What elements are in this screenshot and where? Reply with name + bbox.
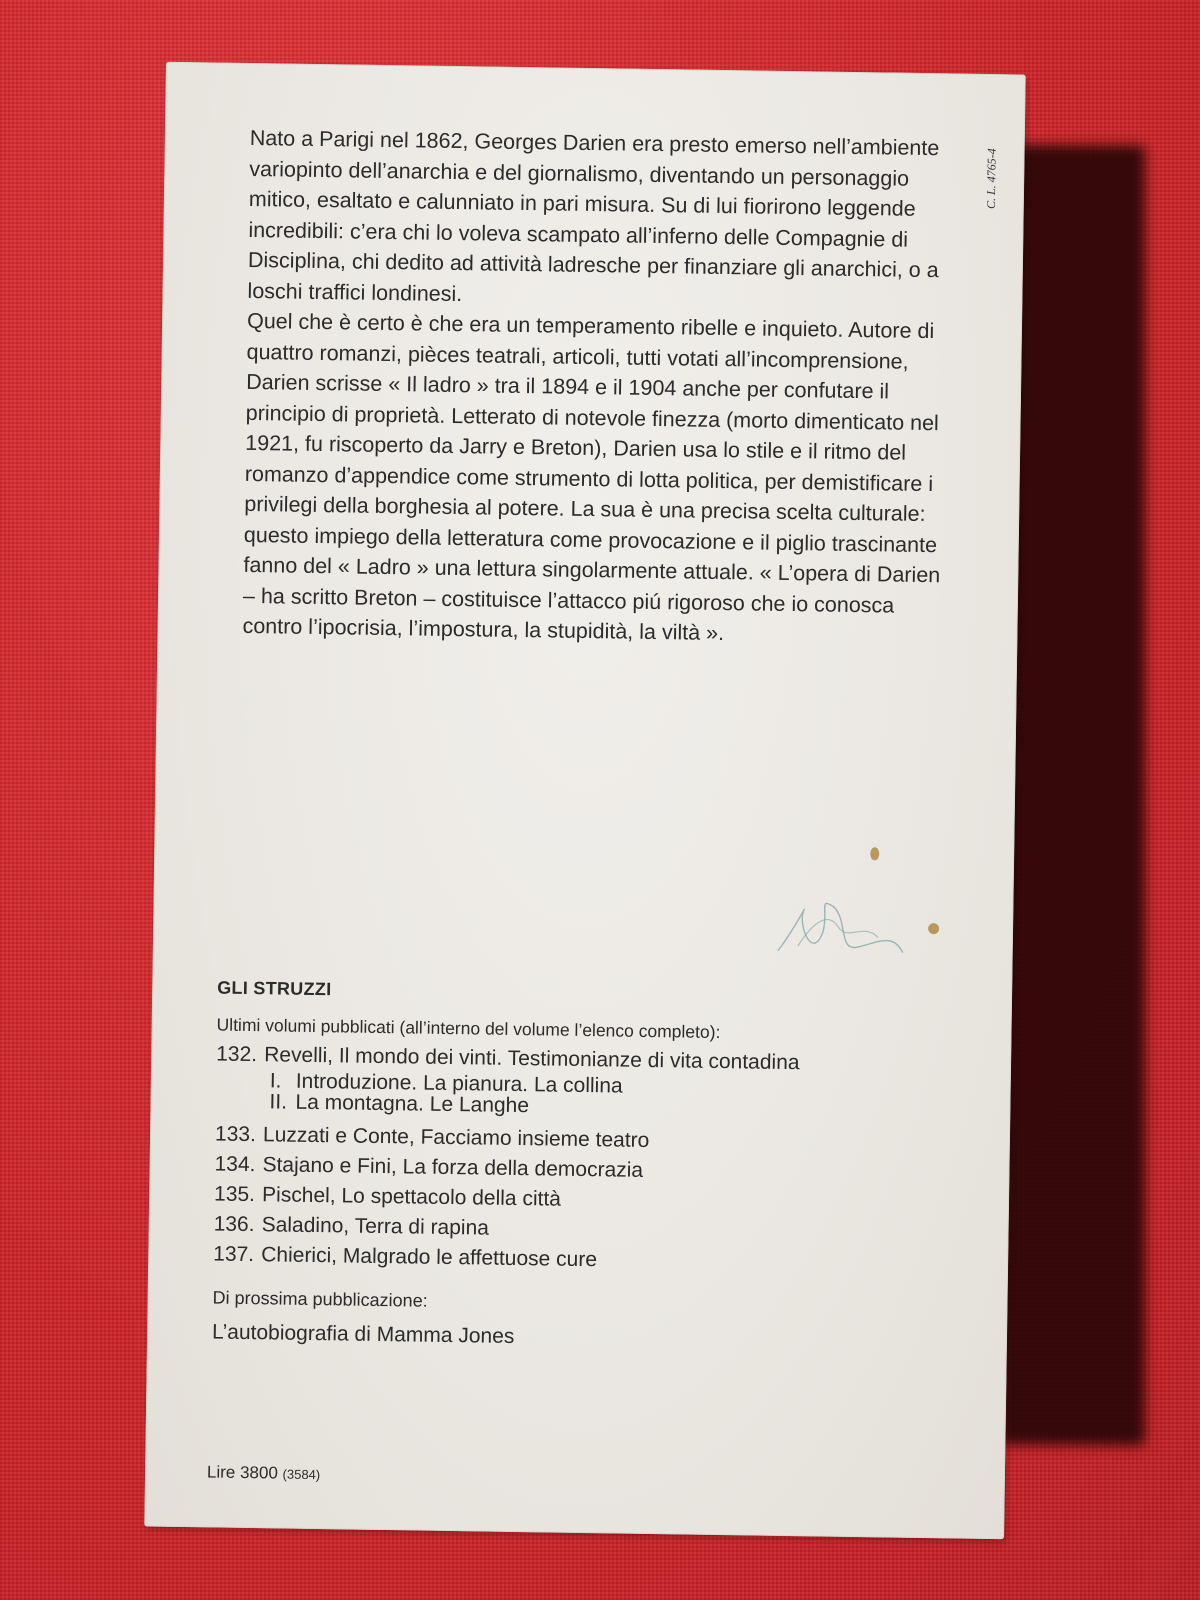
- stain-mark: [870, 847, 879, 860]
- volume-number: 132.: [216, 1042, 258, 1067]
- volume-title: Luzzati e Conte, Facciamo insieme teatro: [262, 1123, 650, 1152]
- series-section: [212, 978, 957, 1356]
- volume-number: 133.: [214, 1122, 257, 1147]
- volume-number: 137.: [213, 1242, 255, 1267]
- price-code: (3584): [282, 1466, 321, 1483]
- blurb-paragraph-2: Quel che è certo è che era un temperamento ribelle e inquieto. Autore di quattro romanzi, pièces teatrali, articoli, tutti votati all’incomprensione, Darien scrisse « Il ladro » tra il 1894 e il 1904 anche per confutare il principio di proprietà. Letterato di notevole finezza (morto dimenticato nel 1921, fu riscoperto da Jarry e Breton), Darien usa lo stile e il ritmo del romanzo d’appendice come strumento di lotta politica, per demistificare i privilegi della borghesia al potere. La sua è una precisa scelta culturale: questo impiego della letteratura come provocazione e il piglio trascinante fanno del « Ladro » una lettura singolarmente attuale. « L’opera di Darien – ha scritto Breton – costituisce l’attacco piú rigoroso che io conosca contro l’ipocrisia, l’impostura, la stupidità, la viltà ».: [242, 308, 941, 646]
- subvolume-number: II.: [269, 1090, 288, 1114]
- volume-title: Revelli, Il mondo dei vinti. Testimonianze di vita contadina: [264, 1043, 800, 1075]
- subvolume-title: La montagna. Le Langhe: [295, 1090, 530, 1118]
- volume-title: Saladino, Terra di rapina: [261, 1213, 490, 1240]
- series-title: GLI STRUZZI: [217, 977, 332, 1000]
- subvolume-number: I.: [269, 1069, 282, 1093]
- volume-list: [213, 1040, 956, 1281]
- price: [207, 1462, 320, 1484]
- subvolume-title: Introduzione. La pianura. La collina: [295, 1069, 623, 1098]
- volume-title: Pischel, Lo spettacolo della città: [261, 1183, 562, 1211]
- series-subtitle: Ultimi volumi pubblicati (all’interno del volume l’elenco completo):: [216, 1014, 721, 1043]
- book-back-cover: [144, 62, 1026, 1540]
- volume-title: Stajano e Fini, La forza della democrazia: [262, 1153, 644, 1182]
- upcoming-title: L’autobiografia di Mamma Jones: [211, 1320, 515, 1349]
- pen-scribble: [767, 891, 918, 973]
- volume-number: 136.: [213, 1212, 255, 1237]
- volume-title: Chierici, Malgrado le affettuose cure: [261, 1243, 598, 1272]
- volume-number: 134.: [214, 1152, 256, 1177]
- stain-mark: [928, 923, 939, 934]
- upcoming-label: Di prossima pubblicazione:: [212, 1287, 428, 1311]
- blurb-paragraph-1: Nato a Parigi nel 1862, Georges Darien era presto emerso nell’ambiente variopinto dell’anarchia e del giornalismo, diventando un personaggio mitico, esaltato e calunniato in pari misura. Su di lui fiorirono leggende incredibili: c’era chi lo voleva scampato all’inferno delle Compagnie di Disciplina, chi dedito ad attività ladresche per finanziare gli anarchici, o a loschi traffici londinesi.: [247, 125, 940, 306]
- blurb-text: [242, 123, 950, 652]
- volume-number: 135.: [213, 1182, 256, 1207]
- catalog-code: C. L. 4765-4: [983, 148, 999, 210]
- price-label: Lire 3800: [206, 1462, 279, 1483]
